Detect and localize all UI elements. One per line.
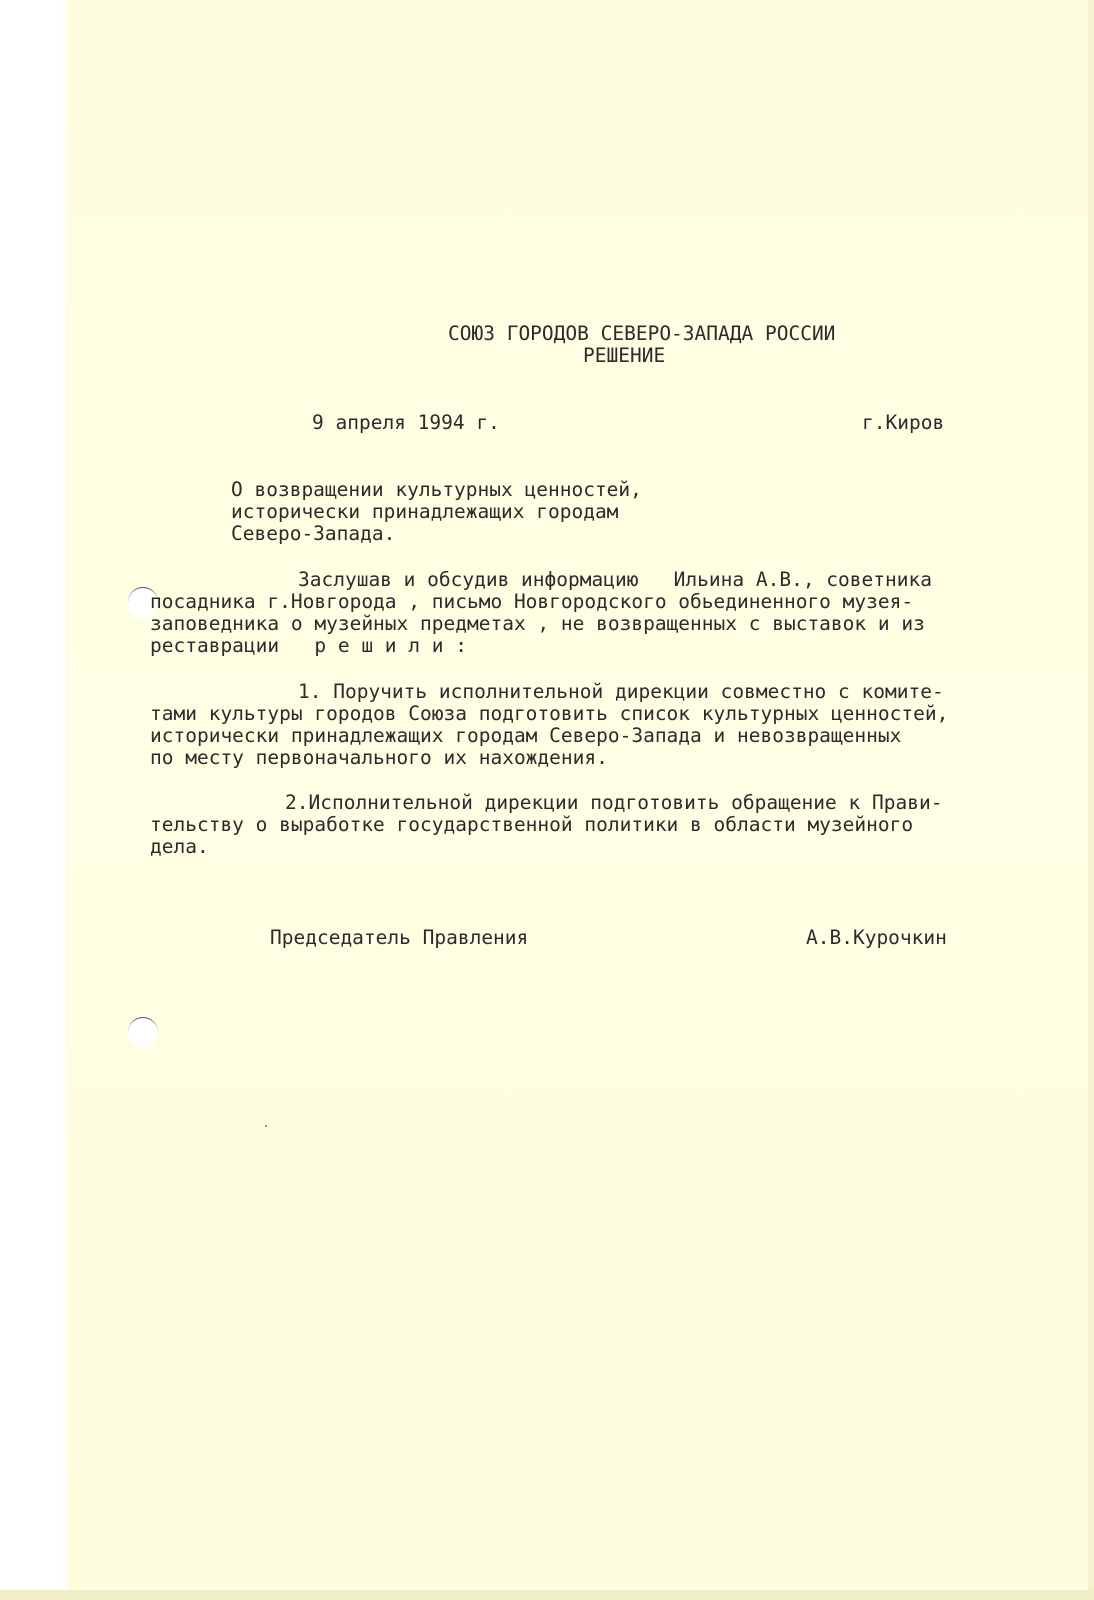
paper-speck [265, 1125, 267, 1127]
subject-line: О возвращении культурных ценностей, [231, 478, 642, 501]
preamble-line: заповедника о музейных предметах , не возвращенных с выставок и из [150, 612, 925, 635]
preamble-line: посадника г.Новгорода , письмо Новгородского обьединенного музея- [150, 590, 914, 613]
subject-line: исторически принадлежащих городам [231, 500, 619, 523]
document-date: 9 апреля 1994 г. [312, 411, 500, 434]
document-place: г.Киров [862, 411, 945, 434]
decision-line: тами культуры городов Союза подготовить список культурных ценностей, [150, 702, 949, 725]
decision-line: исторически принадлежащих городам Северо-Запада и невозвращенных [150, 724, 902, 747]
org-name: СОЮЗ ГОРОДОВ СЕВЕРО-ЗАПАДА РОССИИ [448, 322, 836, 345]
scan-margin-left [0, 0, 70, 1600]
decision-line: 2.Исполнительной дирекции подготовить обращение к Прави- [285, 791, 943, 814]
scan-margin-bottom [0, 1590, 1094, 1600]
decision-line: 1. Поручить исполнительной дирекции совместно с комите- [298, 680, 944, 703]
subject-line: Северо-Запада. [231, 522, 396, 545]
scan-margin-right [1088, 0, 1094, 1600]
punch-hole-lower [128, 1017, 158, 1048]
signatory-title: Председатель Правления [270, 926, 529, 949]
preamble-line: Заслушав и обсудив информацию Ильина А.В., советника [298, 568, 932, 591]
preamble-line: реставрации р е ш и л и : [150, 634, 467, 657]
document-type: РЕШЕНИЕ [583, 344, 666, 367]
signatory-name: А.В.Курочкин [806, 926, 947, 949]
decision-line: дела. [150, 835, 209, 858]
decision-line: тельству о выработке государственной политики в области музейного [150, 813, 914, 836]
decision-line: по месту первоначального их нахождения. [150, 746, 608, 769]
